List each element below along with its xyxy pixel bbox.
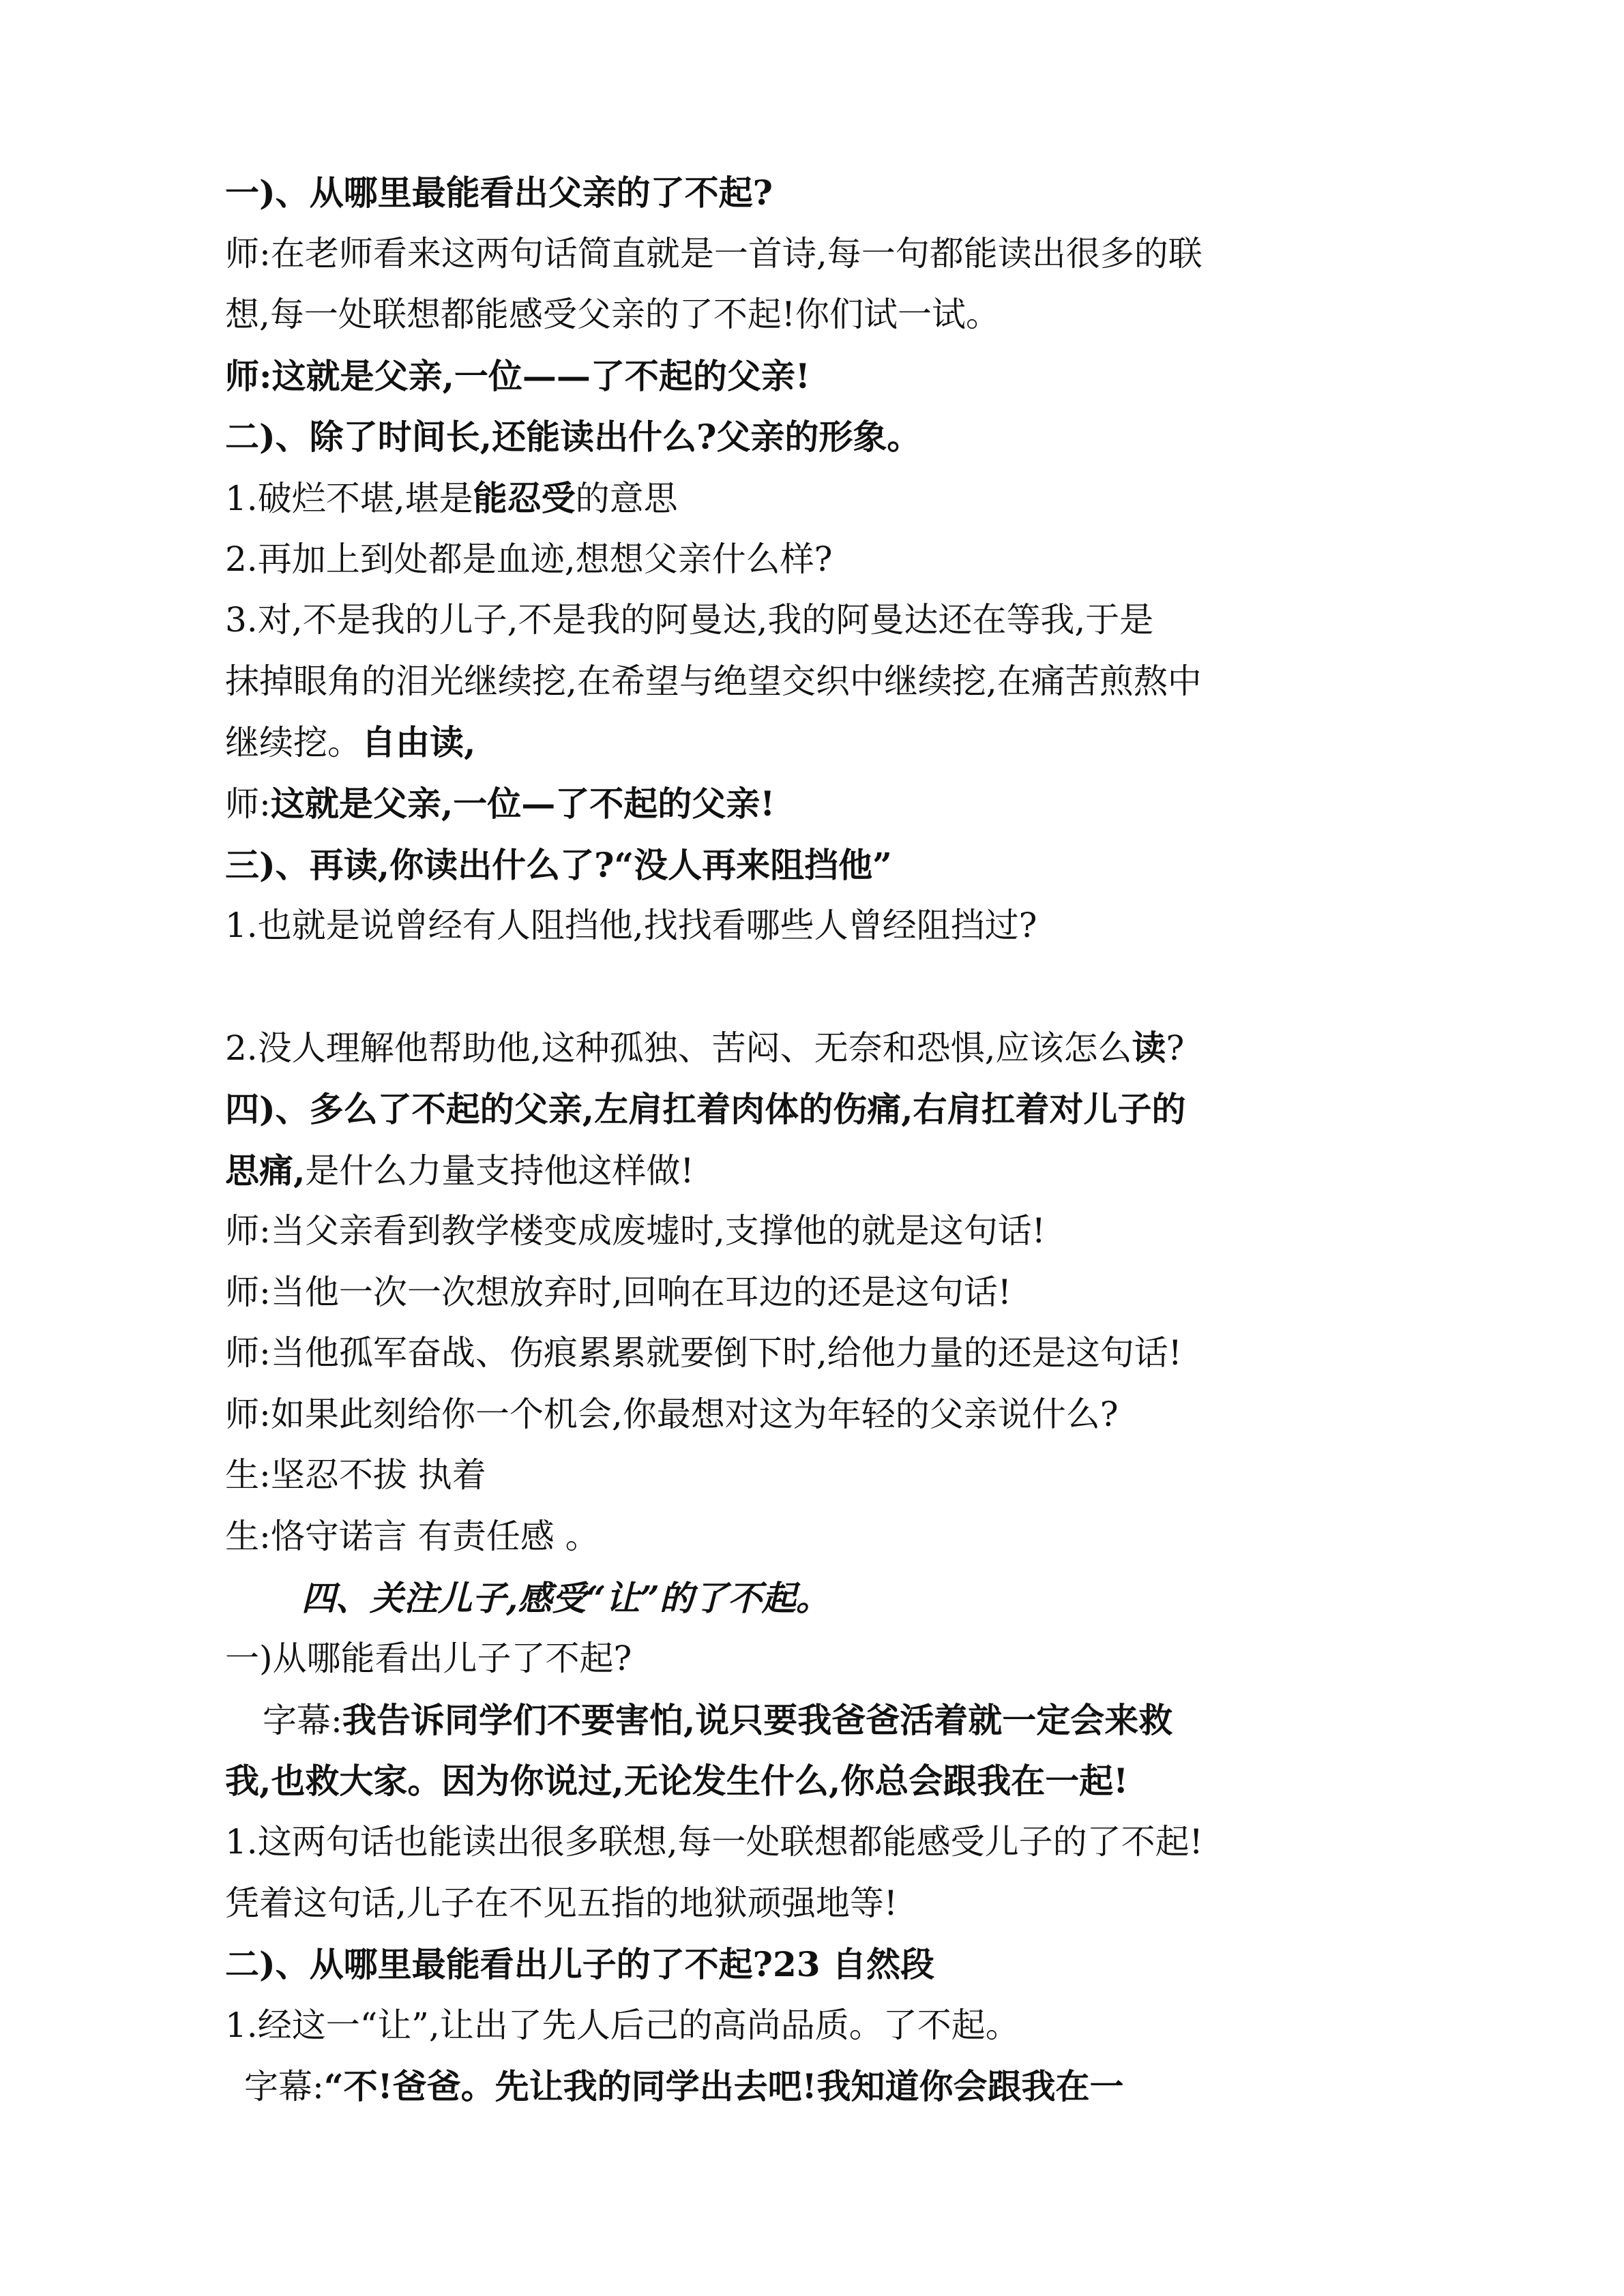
text-run: 凭着这句话,儿子在不见五指的地狱顽强地等! xyxy=(225,1883,898,1923)
text-run: 师:在老师看来这两句话简直就是一首诗,每一句都能读出很多的联 xyxy=(225,233,1202,273)
caption-line xyxy=(225,1690,1419,1751)
text-run: 思痛, xyxy=(225,1150,306,1191)
list-item xyxy=(225,1812,1419,1873)
text-run: 2.再加上到处都是血迹,想想父亲什么样? xyxy=(225,539,833,579)
heading-2-image xyxy=(225,406,1419,468)
text-run: 二)、从哪里最能看出儿子的了不起?23 自然段 xyxy=(225,1944,934,1985)
heading-son-2 xyxy=(225,1934,1419,1995)
text-run: 四)、多么了不起的父亲,左肩扛着肉体的伤痛,右肩扛着对儿子的 xyxy=(225,1088,1186,1129)
text-run: 一)、从哪里最能看出父亲的了不起? xyxy=(225,173,773,213)
paragraph-line xyxy=(225,1323,1419,1384)
paragraph-line xyxy=(225,1750,1419,1812)
paragraph-line xyxy=(225,1506,1419,1568)
paragraph-line xyxy=(225,1262,1419,1324)
blank-line xyxy=(225,957,1419,1018)
text-run: 字幕: xyxy=(244,2067,324,2107)
text-run: 想,每一处联想都能感受父亲的了不起!你们试一试。 xyxy=(225,295,1000,335)
text-run: 3.对,不是我的儿子,不是我的阿曼达,我的阿曼达还在等我,于是 xyxy=(225,600,1154,640)
paragraph-line xyxy=(225,1201,1419,1262)
text-run: 能忍受 xyxy=(473,477,576,518)
text-run: 师:当他孤军奋战、伤痕累累就要倒下时,给他力量的还是这句话! xyxy=(225,1333,1182,1373)
text-run: “不!爸爸。先让我的同学出去吧!我知道你会跟我在一 xyxy=(323,2066,1124,2107)
text-run: 生:坚忍不拔 执着 xyxy=(225,1455,486,1495)
paragraph-line xyxy=(225,284,1419,346)
heading-4-power xyxy=(225,1079,1419,1140)
list-item xyxy=(225,1995,1419,2057)
text-run: 1.破烂不堪,堪是 xyxy=(225,478,473,518)
text-run: 字幕: xyxy=(263,1700,342,1740)
document-body xyxy=(225,162,1419,2117)
text-run: 2.没人理解他帮助他,这种孤独、苦闷、无奈和恐惧,应该怎么 xyxy=(225,1028,1132,1069)
text-run: 继续挖。 xyxy=(225,723,361,763)
list-item xyxy=(225,590,1419,651)
paragraph-line xyxy=(225,1873,1419,1935)
text-run: 师:当父亲看到教学楼变成废墟时,支撑他的就是这句话! xyxy=(225,1211,1046,1251)
text-run: 这就是父亲,一位—了不起的父亲! xyxy=(270,783,776,824)
text-run: 师:当他一次一次想放弃时,回响在耳边的还是这句话! xyxy=(225,1272,1012,1312)
text-run: 抹掉眼角的泪光继续挖,在希望与绝望交织中继续挖,在痛苦煎熬中 xyxy=(225,661,1202,701)
text-run: 1.这两句话也能读出很多联想,每一处联想都能感受儿子的了不起! xyxy=(225,1822,1203,1862)
section-heading-son xyxy=(225,1568,1419,1629)
text-run: 四、关注儿子,感受“让”的了不起。 xyxy=(301,1577,830,1618)
caption-line xyxy=(225,2056,1419,2117)
text-run: 生:恪守诺言 有责任感 。 xyxy=(225,1517,600,1557)
paragraph-line xyxy=(225,224,1419,285)
paragraph-line xyxy=(225,712,1419,773)
heading-3-reread xyxy=(225,835,1419,896)
text-run: 我,也救大家。因为你说过,无论发生什么,你总会跟我在一起! xyxy=(225,1761,1129,1802)
list-item xyxy=(225,468,1419,529)
text-run: 二)、除了时间长,还能读出什么?父亲的形象。 xyxy=(225,417,921,458)
text-run: 1.也就是说曾经有人阻挡他,找找看哪些人曾经阻挡过? xyxy=(225,906,1037,946)
paragraph-line xyxy=(225,651,1419,713)
text-run: 师: xyxy=(225,784,271,824)
text-run: ? xyxy=(1166,1028,1185,1069)
text-run: 1.经这一“让”,让出了先人后己的高尚品质。了不起。 xyxy=(225,2005,1020,2045)
text-run: 读 xyxy=(1132,1028,1166,1069)
text-run: 是什么力量支持他这样做! xyxy=(305,1150,694,1191)
list-item xyxy=(225,529,1419,591)
paragraph-line xyxy=(225,773,1419,835)
paragraph-line xyxy=(225,346,1419,407)
paragraph-line xyxy=(225,1384,1419,1446)
text-run: 的意思 xyxy=(575,478,678,518)
text-run: 师:如果此刻给你一个机会,你最想对这为年轻的父亲说什么? xyxy=(225,1394,1119,1434)
heading-1-father xyxy=(225,162,1419,224)
text-run: 我告诉同学们不要害怕,说只要我爸爸活着就一定会来救 xyxy=(342,1699,1173,1740)
text-run: 三)、再读,你读出什么了? xyxy=(225,844,615,885)
paragraph-line xyxy=(225,1140,1419,1202)
paragraph-line xyxy=(225,1628,1419,1690)
paragraph-line xyxy=(225,1445,1419,1506)
list-item xyxy=(225,1017,1419,1079)
list-item xyxy=(225,895,1419,957)
text-run: 一)从哪能看出儿子了不起? xyxy=(225,1639,632,1679)
text-run: 自由读, xyxy=(361,722,476,763)
text-run: 师:这就是父亲,一位——了不起的父亲! xyxy=(225,355,810,396)
text-run: “没人再来阻挡他” xyxy=(614,844,892,885)
